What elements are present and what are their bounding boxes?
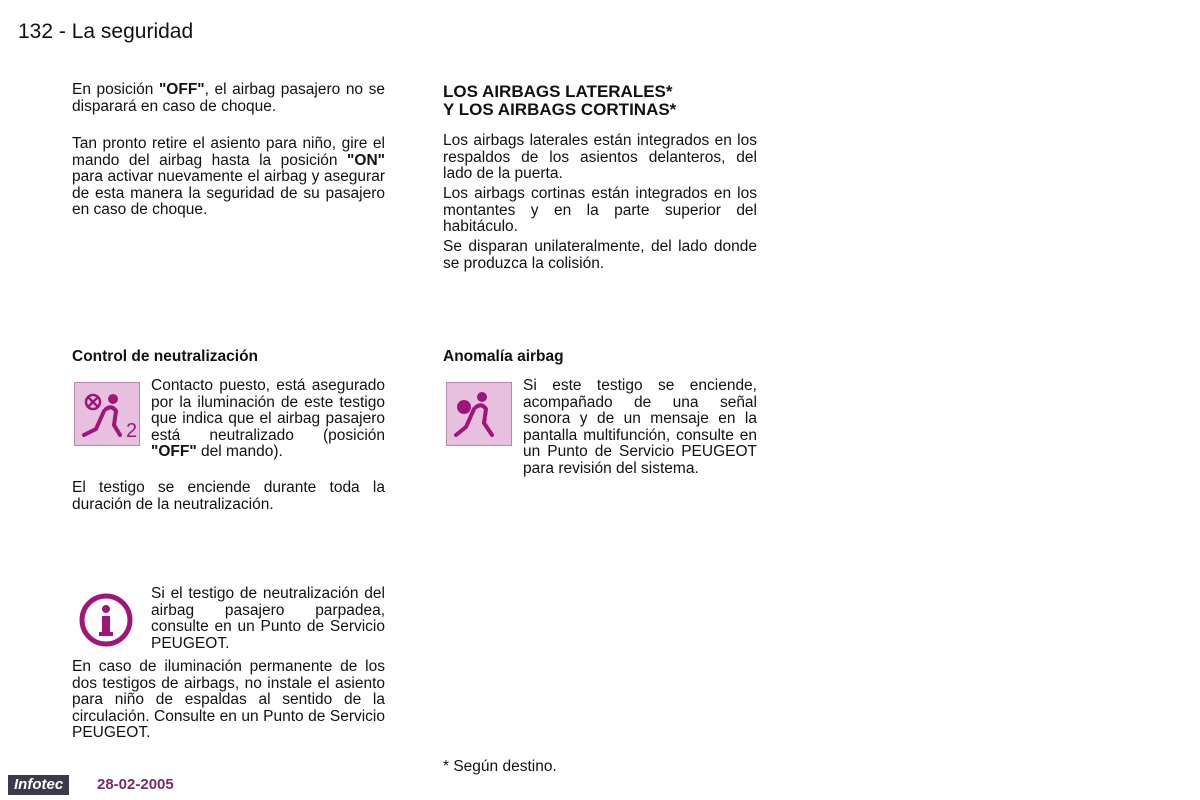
section-heading-line2: Y LOS AIRBAGS CORTINAS* <box>443 100 677 119</box>
info-icon <box>78 592 134 648</box>
text-fragment: Si este testigo se enciende, acompañado de una señal sonora y de un mensaje en la pantalla multifunción, consulte en un Punto de Servicio PEUGEOT para revisión del sistema. <box>523 377 757 477</box>
text-fragment: para activar nuevamente el airbag y asegurar de esta manera la seguridad de su pasajero en caso de choque. <box>72 168 385 219</box>
page-header <box>18 20 193 44</box>
anomaly-heading: Anomalía airbag <box>443 348 564 365</box>
page-number: 132 <box>18 20 54 43</box>
control-heading: Control de neutralización <box>72 348 259 365</box>
left-paragraph-blinking: Si el testigo de neutralización del airbag pasajero parpadea, consulte en un Punto de Servicio PEUGEOT. <box>151 585 385 652</box>
left-paragraph-reactivate <box>72 136 385 219</box>
text-fragment: del mando). <box>196 443 283 461</box>
airbag-fault-warning-icon <box>446 382 512 446</box>
left-paragraph-duration: El testigo se enciende durante toda la duración de la neutralización. <box>72 479 385 513</box>
text-fragment: Contacto puesto, está asegurado por la iluminación de este testigo que indica que el airbag pasajero está neutralizado (posición <box>151 377 385 444</box>
right-paragraph-lateral: Los airbags laterales están integrados en los respaldos de los asientos delanteros, del lado de la puerta. <box>443 132 757 183</box>
right-paragraph-curtain: Los airbags cortinas están integrados en los montantes y en la parte superior del habitáculo. <box>443 185 757 236</box>
section-heading-line1: LOS AIRBAGS LATERALES* <box>443 82 673 101</box>
airbag-off-warning-icon <box>74 382 140 446</box>
footnote: * Según destino. <box>443 758 557 775</box>
right-paragraph-unilateral: Se disparan unilateralmente, del lado donde se produzca la colisión. <box>443 238 757 272</box>
text-fragment: Tan pronto retire el asiento para niño, gire el mando del airbag hasta la posición <box>72 135 385 169</box>
right-paragraph-fault-start <box>523 378 757 478</box>
footer-brand: Infotec <box>8 775 69 795</box>
footer-date: 28-02-2005 <box>97 776 174 793</box>
text-fragment: , el airbag pasajero no se disparará en caso de choque. <box>72 81 385 115</box>
header-separator: - <box>53 20 72 43</box>
left-paragraph-permanent: En caso de iluminación permanente de los dos testigos de airbags, no instale el asiento para niño de espaldas al sentido de la circulación. Consulte en un Punto de Servicio PEUGEOT. <box>72 658 385 742</box>
section-title: La seguridad <box>71 20 194 43</box>
text-fragment: En posición <box>72 81 159 98</box>
section-heading <box>443 83 676 119</box>
left-paragraph-contact <box>151 378 385 461</box>
on-label: "ON" <box>347 151 385 169</box>
airbag-off-icon-number: 2 <box>126 420 138 442</box>
off-label: "OFF" <box>151 443 197 461</box>
off-label: "OFF" <box>158 81 205 98</box>
left-paragraph-off-position <box>72 82 385 115</box>
